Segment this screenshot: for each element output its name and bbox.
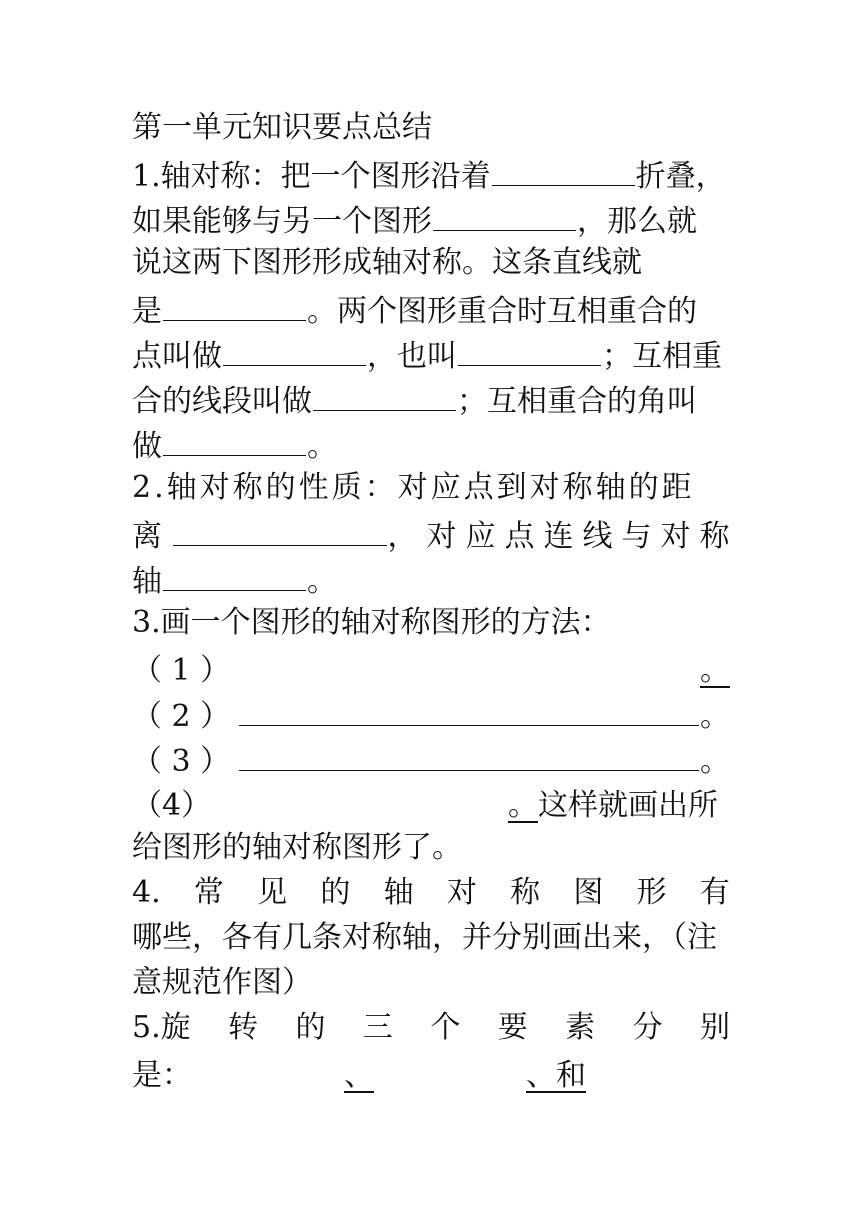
answer-blank[interactable]	[458, 331, 601, 366]
q1-line-5: 点叫做 ，也叫 ；互相重	[132, 331, 730, 377]
answer-blank[interactable]	[313, 376, 456, 411]
q4-line-2: 哪些，各有几条对称轴，并分别画出来，（注	[132, 920, 717, 955]
answer-blank[interactable]	[433, 196, 576, 231]
q1-line-6: 合的线段叫做 ；互相重合的角叫	[132, 376, 730, 422]
q1-line-4: 是 。两个图形重合时互相重合的	[132, 286, 730, 332]
answer-blank[interactable]	[163, 421, 306, 456]
q1-line-1: 1.轴对称：把一个图形沿着 折叠，	[132, 151, 730, 197]
q2-line-3: 轴 。	[132, 556, 730, 602]
q1-line-2: 如果能够与另一个图形 ，那么就	[132, 196, 730, 242]
answer-blank[interactable]	[163, 556, 306, 591]
q3-line-6: 给图形的轴对称图形了。	[132, 830, 462, 865]
answer-blank[interactable]	[163, 286, 306, 321]
q3-step-2: （ 2 ） 。	[132, 691, 730, 737]
answer-blank[interactable]	[223, 331, 366, 366]
q1-line-3: 说这两下图形形成轴对称。这条直线就	[132, 245, 642, 280]
answer-blank[interactable]: 。	[508, 788, 538, 823]
q5-line-2: 是： 、 、和	[132, 1058, 586, 1093]
q2-line-1: 2.轴对称的性质：对应点到对称轴的距	[132, 470, 695, 505]
q3-step-1: （ 1 ） 。	[132, 653, 730, 688]
q3-step-3: （ 3 ） 。	[132, 736, 730, 782]
q4-line-3: 意规范作图）	[132, 965, 312, 1000]
answer-blank[interactable]	[239, 691, 699, 726]
answer-blank[interactable]	[239, 736, 699, 771]
q4-line-1: 4. 常 见 的 轴 对 称 图 形 有	[132, 875, 730, 910]
q2-line-2: 离 ，对应点连线与对称	[132, 511, 730, 557]
q3-line-1: 3.画一个图形的轴对称图形的方法：	[132, 605, 611, 640]
answer-blank[interactable]	[492, 151, 635, 186]
answer-blank[interactable]: 。	[700, 653, 730, 688]
answer-blank[interactable]: 、 、和	[344, 1058, 586, 1093]
answer-blank[interactable]	[173, 511, 387, 546]
q5-line-1: 5.旋 转 的 三 个 要 素 分 别	[132, 1010, 730, 1045]
q1-line-7: 做 。	[132, 421, 730, 467]
doc-title: 第一单元知识要点总结	[132, 110, 432, 145]
q3-step-4: （4） 。这样就画出所	[132, 788, 718, 823]
